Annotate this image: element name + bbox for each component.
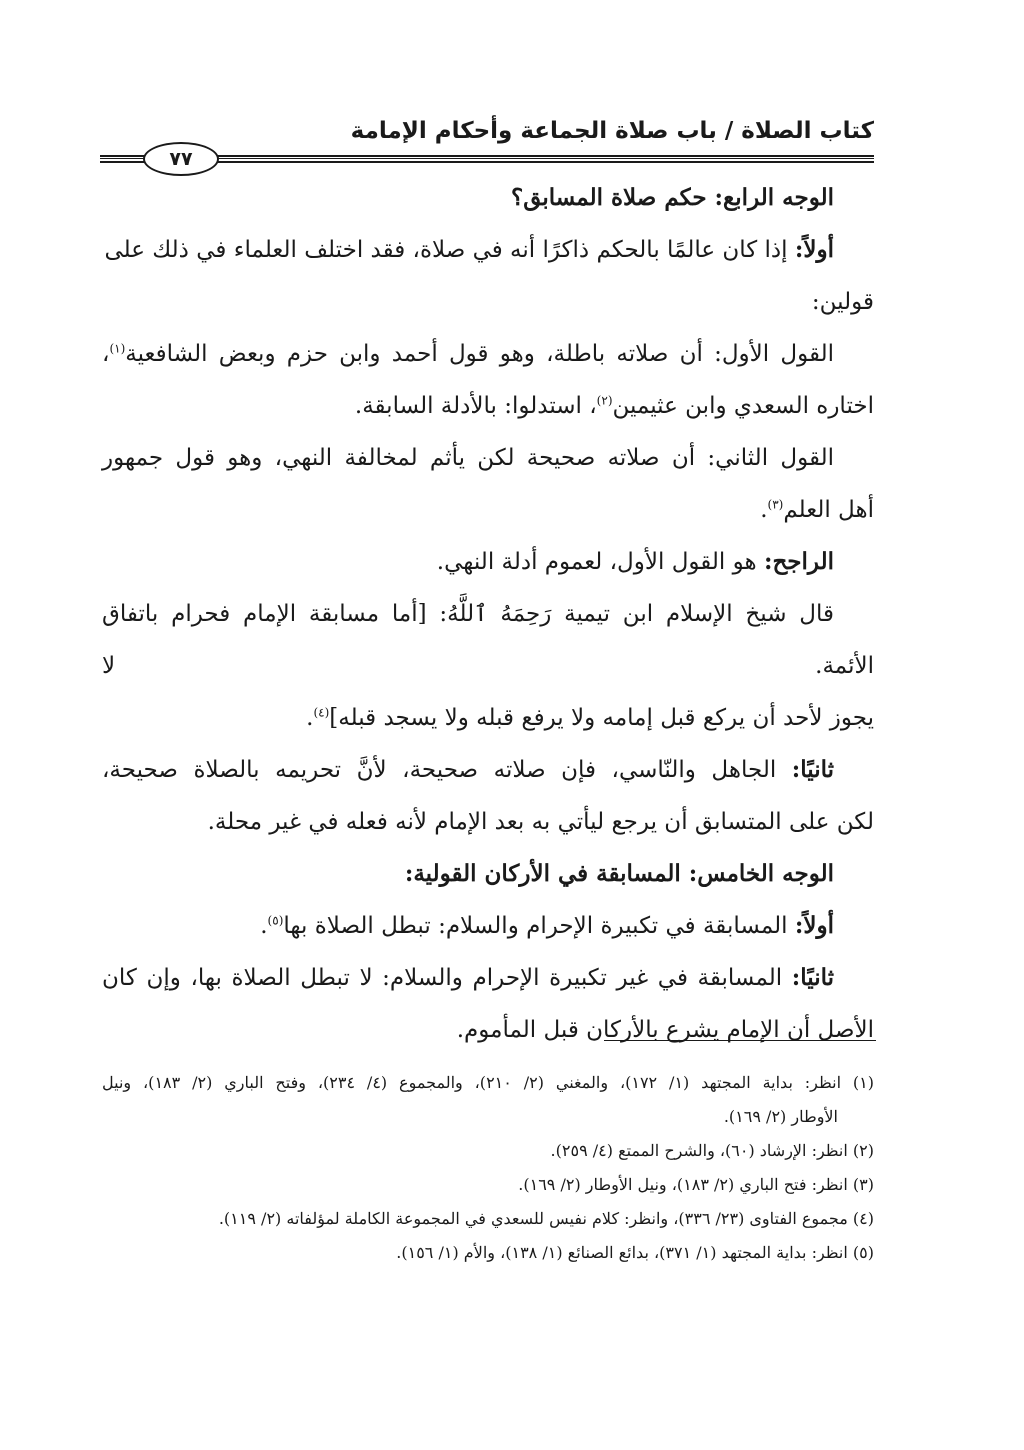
heading-fourth-aspect: الوجه الرابع: حكم صلاة المسابق؟: [510, 184, 834, 211]
paragraph-preferred: [102, 536, 874, 588]
footnote-ref-3: (٣): [767, 497, 784, 512]
footnote-3: (٣) انظر: فتح الباري (٢/ ١٨٣)، ونيل الأوطار (٢/ ١٦٩).: [518, 1175, 874, 1194]
paragraph-text: .: [760, 497, 768, 523]
running-header-title: كتاب الصلاة / باب صلاة الجماعة وأحكام الإمامة: [350, 118, 874, 144]
paragraph-text: القول الأول: أن صلاته باطلة، وهو قول أحمد وابن حزم وبعض الشافعية: [125, 341, 834, 367]
paragraph-text: الجاهل والنّاسي، فإن صلاته صحيحة، لأنَّ تحريمه بالصلاة صحيحة،: [102, 757, 792, 783]
paragraph-label: أولاً:: [794, 912, 834, 939]
footnote-4: (٤) مجموع الفتاوى (٢٣/ ٣٣٦)، وانظر: كلام نفيس للسعدي في المجموعة الكاملة لمؤلفاته (٢/ ١١٩).: [218, 1209, 874, 1228]
paragraph-text: إذا كان عالمًا بالحكم ذاكرًا أنه في صلاة، فقد اختلف العلماء في ذلك على قولين:: [104, 237, 874, 315]
paragraph-label: ثانيًا:: [791, 756, 834, 783]
paragraph-verbal-first: [102, 900, 874, 952]
footnote-ref-5: (٥): [267, 913, 284, 928]
paragraph-verbal-second-line1: [102, 952, 874, 1004]
main-text: [102, 172, 874, 1056]
paragraph-second-case-line2: لكن على المتسابق أن يرجع ليأتي به بعد الإمام لأنه فعله في غير محلة.: [207, 809, 874, 835]
footnote-separator: [604, 1040, 876, 1041]
paragraph-label: أولاً:: [794, 236, 834, 263]
paragraph-second-opinion-line1: القول الثاني: أن صلاته صحيحة لكن يأثم لمخالفة النهي، وهو قول جمهور: [102, 445, 834, 471]
paragraph-text: .: [260, 913, 268, 939]
paragraph-first-case: [102, 224, 874, 328]
footnote-ref-4: (٤): [313, 705, 330, 720]
footnotes: [102, 1066, 874, 1270]
paragraph-quote-line1: قال شيخ الإسلام ابن تيمية رَحِمَهُ ٱللَّهُ: [أما مسابقة الإمام فحرام باتفاق الأئمة. لا: [102, 601, 874, 679]
heading-fifth-aspect: الوجه الخامس: المسابقة في الأركان القولية:: [404, 860, 834, 887]
paragraph-second-opinion-line2: [102, 484, 874, 536]
paragraph-text: المسابقة في تكبيرة الإحرام والسلام: تبطل الصلاة بها: [283, 913, 795, 939]
paragraph-text: ، استدلوا: بالأدلة السابقة.: [354, 393, 597, 419]
paragraph-text: يجوز لأحد أن يركع قبل إمامه ولا يرفع قبله ولا يسجد قبله]: [329, 705, 874, 731]
paragraph-text: اختاره السعدي وابن عثيمين: [612, 393, 874, 419]
paragraph-text: هو القول الأول، لعموم أدلة النهي.: [436, 549, 764, 575]
paragraph-text: ،: [102, 341, 110, 367]
footnote-ref-2: (٢): [596, 393, 613, 408]
footnote-2: (٢) انظر: الإرشاد (٦٠)، والشرح الممتع (٤/ ٢٥٩).: [550, 1141, 874, 1160]
page-number-badge: ٧٧: [143, 142, 219, 176]
paragraph-first-opinion-line2: [102, 380, 874, 432]
paragraph-label: ثانيًا:: [791, 964, 834, 991]
paragraph-label: الراجح:: [763, 548, 834, 575]
footnote-ref-1: (١): [109, 341, 126, 356]
paragraph-text: أهل العلم: [783, 497, 874, 523]
paragraph-text: المسابقة في غير تكبيرة الإحرام والسلام: لا تبطل الصلاة بها، وإن كان: [102, 965, 792, 991]
paragraph-second-case-line1: [102, 744, 874, 796]
paragraph-verbal-second-line2: الأصل أن الإمام يشرع بالأركان قبل المأموم.: [456, 1017, 874, 1043]
paragraph-text: .: [306, 705, 314, 731]
paragraph-quote-line2: [102, 692, 874, 744]
footnote-5: (٥) انظر: بداية المجتهد (١/ ٣٧١)، بدائع الصنائع (١/ ١٣٨)، والأم (١/ ١٥٦).: [396, 1243, 874, 1262]
footnote-1-line1: (١) انظر: بداية المجتهد (١/ ١٧٢)، والمغني (٢/ ٢١٠)، والمجموع (٤/ ٢٣٤)، وفتح الباري (٢/ ١٨٣)، ونيل: [102, 1073, 875, 1092]
paragraph-first-opinion-line1: [102, 328, 874, 380]
footnote-1-line2: الأوطار (٢/ ١٦٩).: [723, 1107, 838, 1126]
